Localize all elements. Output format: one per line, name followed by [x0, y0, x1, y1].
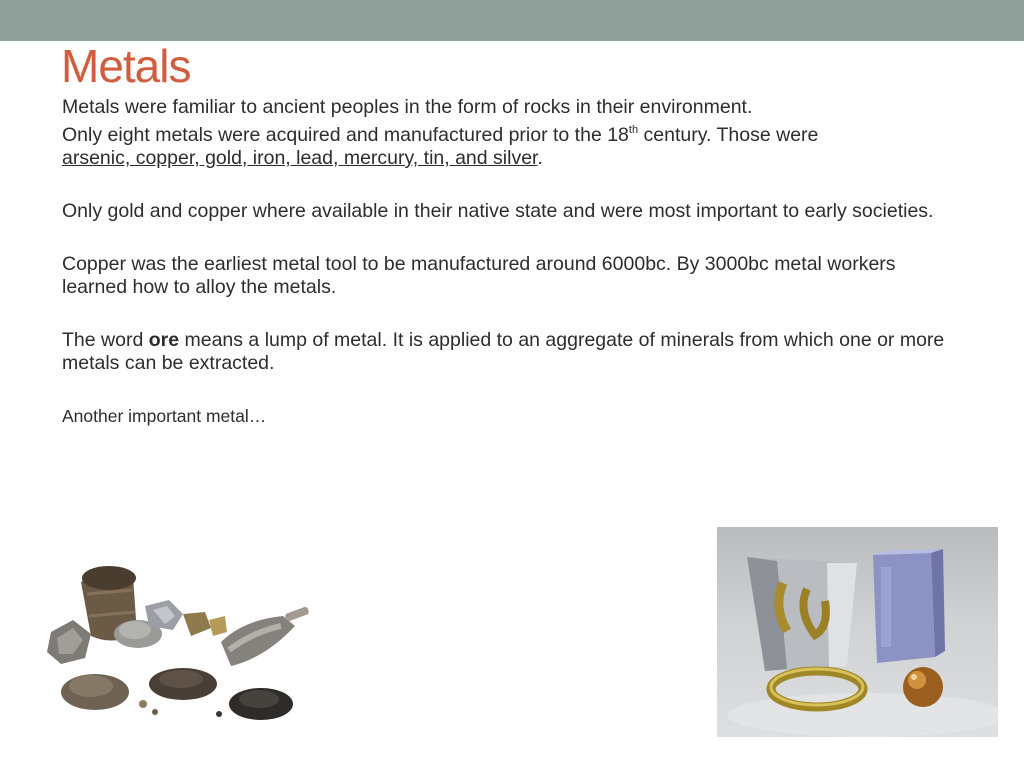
top-accent-bar [0, 0, 1024, 41]
paragraph-native-state: Only gold and copper where available in their native state and were most important to early societies. [62, 200, 934, 222]
slide-title: Metals [61, 40, 191, 92]
paragraph-ancient-peoples: Metals were familiar to ancient peoples in the form of rocks in their environment. [62, 96, 753, 118]
paragraph-eight-metals: Only eight metals were acquired and manufactured prior to the 18th century. Those were arsenic, copper, gold, iron, lead, mercury, tin, and silver. [62, 123, 819, 169]
silver-pot-icon [747, 557, 857, 671]
slide-body [62, 96, 962, 428]
copper-sphere-icon [903, 667, 943, 707]
metal-objects-image [717, 527, 998, 737]
ore-samples-image [33, 554, 316, 737]
metal-box-icon [873, 549, 945, 663]
paragraph-ore-definition: The word ore means a lump of metal. It is applied to an aggregate of minerals from which one or more metals can be extracted. [62, 329, 945, 374]
ore-term: ore [148, 329, 180, 351]
metals-list: arsenic, copper, gold, iron, lead, mercury, tin, and silver [62, 147, 538, 169]
paragraph-copper-history: Copper was the earliest metal tool to be manufactured around 6000bc. By 3000bc metal workers learned how to alloy the metals. [62, 253, 896, 298]
scoop-icon [221, 606, 310, 666]
paragraph-another-metal: Another important metal… [62, 406, 267, 426]
